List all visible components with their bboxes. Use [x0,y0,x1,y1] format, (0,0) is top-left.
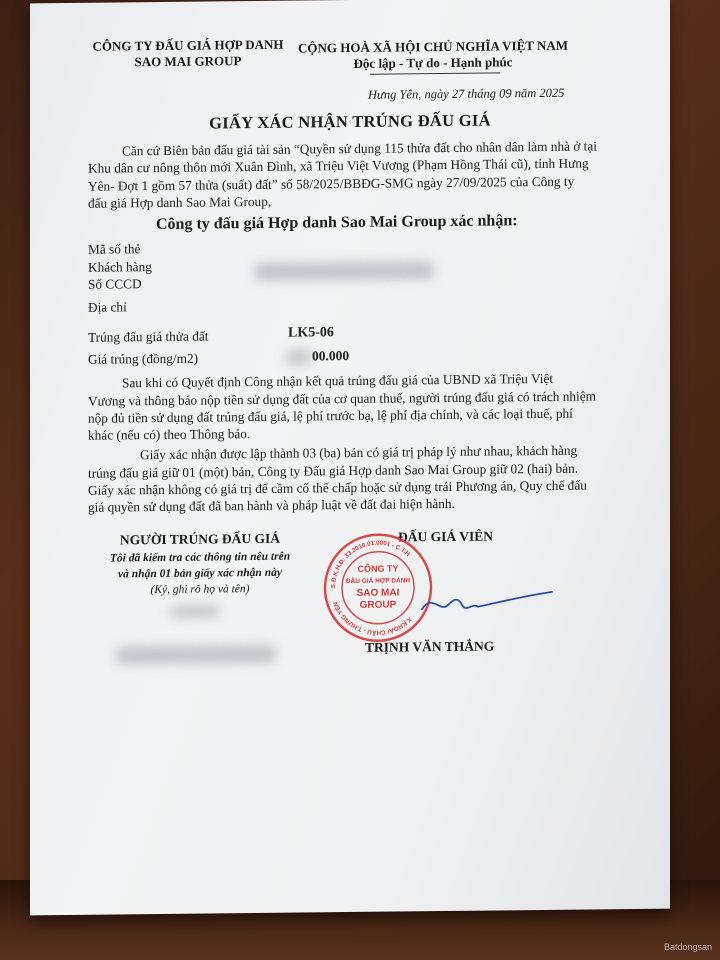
winner-note-3: (Ký, ghi rõ họ và tên) [150,583,250,597]
watermark-logo: Batdongsan [663,942,712,952]
para3-line-3: Giấy xác nhận không có giá trị để cầm cố thế chấp hoặc sử dụng trái Phương án, Quy chế đấu [88,477,587,498]
price-value: 00.000 [312,348,350,364]
intro-line-2: Khu dân cư nông thôn mới Xuân Đình, xã Triệu Việt Vương (Phạm Hồng Thái cũ), tỉnh Hưng [88,155,589,176]
winner-title: NGƯỜI TRÚNG ĐẤU GIÁ [119,530,281,548]
para2-line-3: nộp đủ tiền sử dụng đất trúng đấu giá, lệ phí trước bạ, lệ phí địa chính, và các loại thuế, phí [88,405,573,426]
winner-note-1: Tôi đã kiểm tra các thông tin nêu trên [109,550,291,565]
intro-line-1: Căn cứ Biên bản đấu giá tài sản “Quyền sử dụng 115 thửa đất cho nhân dân làm nhà ở tại [122,138,597,159]
redacted-winner-name [116,645,276,665]
confirm-heading: Công ty đấu giá Hợp danh Sao Mai Group xác nhận: [156,212,518,234]
customer-label: Khách hàng [88,259,152,275]
address-label: Địa chỉ [88,299,127,315]
seal-line-4: GROUP [359,599,397,611]
seal-ring-text: S.Đ.K.H.Đ: 33.2010.01.0001 - C.T.H [329,539,412,589]
card-number-label: Mã số thẻ [88,241,141,257]
redacted-price-digits [286,349,312,364]
document-page [30,0,670,915]
para3-line-2: trúng đấu giá giữ 01 (một) bản, Công ty Đấu giá Hợp danh Sao Mai Group giữ 02 (hai) bản. [88,460,579,481]
intro-line-4: đấu giá Hợp danh Sao Mai Group, [88,193,272,211]
para3-line-4: giá quyền sử dụng đất đã ban hành và pháp luật về đất đai hiện hành. [88,495,455,515]
republic-title: CỘNG HOÀ XÃ HỘI CHỦ NGHĨA VIỆT NAM [298,37,569,56]
redacted-personal-info [254,261,434,281]
seal-line-1: CÔNG TY [357,563,399,574]
seal-ring-bottom: X.KHOÁI CHÂU - T.HƯNG YÊN [332,600,413,636]
seal-line-3: SAO MAI [356,587,400,599]
intro-line-3: Yên- Đợt 1 gồm 57 thửa (suất) đất” số 58/2025/BBĐG-SMG ngày 27/09/2025 của Công ty [88,173,575,194]
redacted-winner-signature [170,605,220,618]
seal-line-2: ĐẤU GIÁ HỢP DANH [345,577,411,586]
auctioneer-signature [418,582,558,623]
company-name-line2: SAO MAI GROUP [134,53,242,70]
place-date: Hưng Yên, ngày 27 tháng 09 năm 2025 [368,85,565,102]
motto-underline [370,72,500,74]
para3-line-1: Giấy xác nhận được lập thành 03 (ba) bản có giá trị pháp lý như nhau, khách hàng [140,442,578,463]
para2-line-1: Sau khi có Quyết định Công nhận kết quả trúng đấu giá của UBND xã Triệu Việt [122,370,554,391]
cccd-label: Số CCCD [88,276,142,292]
document-title: GIẤY XÁC NHẬN TRÚNG ĐẤU GIÁ [209,110,491,133]
price-label: Giá trúng (đồng/m2) [88,350,199,367]
auctioneer-title: ĐẤU GIÁ VIÊN [398,528,494,545]
company-name-line1: CÔNG TY ĐẤU GIÁ HỢP DANH [92,36,284,54]
auctioneer-name: TRỊNH VĂN THẮNG [365,638,495,655]
para2-line-2: Vương và thông báo nộp tiền sử dụng đất của cơ quan thuế, người trúng đấu giá có trách nhiệm [88,388,596,409]
winner-note-2: và nhận 01 bản giấy xác nhận này [118,566,282,581]
para2-line-4: khác (nếu có) theo Thông báo. [88,426,251,443]
plot-label: Trúng đấu giá thửa đất [88,328,209,345]
republic-motto: Độc lập - Tự do - Hạnh phúc [353,54,513,71]
plot-value: LK5-06 [288,325,334,341]
